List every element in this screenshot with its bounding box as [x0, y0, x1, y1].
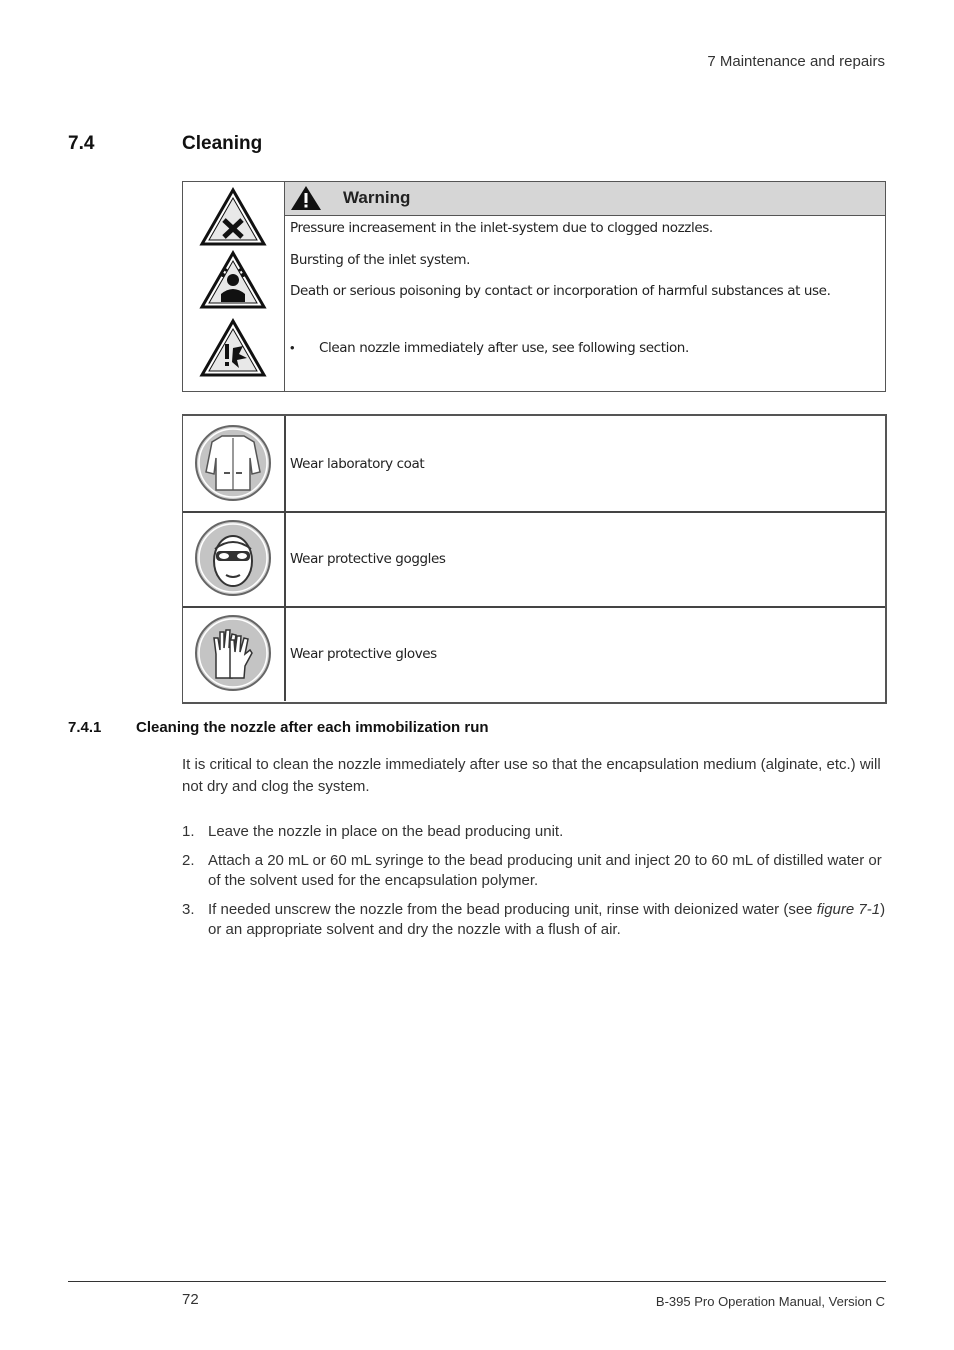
toxic-substance-icon [199, 250, 267, 310]
warning-header [285, 182, 885, 216]
document-title: B-395 Pro Operation Manual, Version C [655, 1294, 885, 1309]
step-text: Attach a 20 mL or 60 mL syringe to the bead producing unit and inject 20 to 60 mL of distilled water or of the solvent used for the encapsulation polymer. [208, 852, 882, 889]
ppe-row [183, 511, 885, 608]
ppe-label: Wear laboratory coat [290, 456, 425, 472]
section-title: Cleaning [182, 133, 263, 154]
hazard-icon-column [183, 182, 285, 391]
page-number: 72 [182, 1291, 199, 1308]
step-text-part: If needed unscrew the nozzle from the bead producing unit, rinse with deionized water (see [208, 901, 817, 918]
goggles-icon [194, 519, 272, 597]
gloves-icon [194, 614, 272, 692]
ppe-label: Wear protective gloves [290, 646, 437, 662]
ppe-icon-cell [183, 416, 286, 511]
figure-reference[interactable]: figure 7-1 [816, 901, 881, 918]
harmful-substance-icon [199, 187, 267, 247]
ppe-row [183, 416, 885, 513]
step-text [208, 900, 886, 939]
footer-rule [68, 1281, 886, 1282]
subsection-title: Cleaning the nozzle after each immobilization run [136, 719, 489, 736]
bullet: • [290, 340, 295, 355]
ppe-row [183, 606, 885, 701]
ppe-table [182, 414, 887, 704]
warning-consequence: Death or serious poisoning by contact or incorporation of harmful substances at use. [290, 283, 831, 299]
warning-consequence: Bursting of the inlet system. [290, 252, 471, 268]
warning-box [182, 181, 886, 392]
warning-triangle-icon [290, 185, 322, 211]
step-text: Leave the nozzle in place on the bead producing unit. [208, 823, 564, 840]
warning-label: Warning [343, 188, 411, 207]
step-number: 2. [182, 852, 195, 869]
section-number: 7.4 [68, 133, 95, 154]
warning-action: Clean nozzle immediately after use, see following section. [319, 340, 689, 356]
ppe-icon-cell [183, 511, 286, 606]
step-number: 3. [182, 901, 195, 918]
warning-hazard: Pressure increasement in the inlet-system due to clogged nozzles. [290, 220, 713, 236]
ppe-icon-cell [183, 606, 286, 701]
hazardous-reaction-icon [199, 318, 267, 378]
intro-paragraph: It is critical to clean the nozzle immediately after use so that the encapsulation medium (alginate, etc.) will not dry and clog the system. [182, 756, 881, 795]
step-text-part: ) or an appropriate solvent and dry the nozzle with a flush of air. [208, 901, 886, 938]
subsection-number: 7.4.1 [68, 719, 102, 736]
lab-coat-icon [194, 424, 272, 502]
ppe-label: Wear protective goggles [290, 551, 446, 567]
step-number: 1. [182, 823, 195, 840]
running-head: 7 Maintenance and repairs [707, 53, 885, 70]
